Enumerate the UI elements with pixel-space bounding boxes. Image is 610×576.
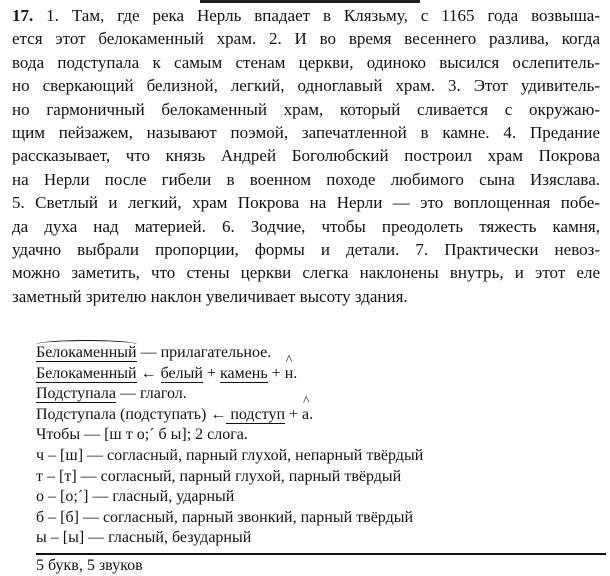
text-line-13: заметный зрителю наклон увеличивает высоту здания. bbox=[12, 286, 408, 306]
analysis-line-9: б – [б] — согласный, парный звонкий, парный твёрдый bbox=[36, 508, 414, 526]
suffix-mark: ^ н bbox=[285, 365, 294, 382]
analysis-line-1: Белокаменный — прилагательное. bbox=[36, 344, 272, 361]
exercise-text bbox=[12, 4, 600, 308]
text-line-9: 5. Светлый и легкий, храм Покрова на Нерли — это воплощенная побе- bbox=[12, 193, 600, 213]
morpheme-word: Белокаменный bbox=[36, 344, 137, 361]
analysis-line-6: ч – [ш] — согласный, парный глухой, непарный твёрдый bbox=[36, 446, 424, 464]
suffix-mark: ^ а bbox=[302, 406, 309, 423]
analysis-line-4: Подступала (подступать) ← подступ + ^ а. bbox=[36, 405, 606, 426]
text-line-6: щим пейзажем, называют поэмой, запечатленной в камне. 4. Предание bbox=[12, 123, 600, 143]
text-line-8: на Нерли после гибели в военном походе любимого сына Изяслава. bbox=[12, 169, 600, 189]
analysis-line-3: Подступала — глагол. bbox=[36, 385, 187, 403]
exercise-number: 17. bbox=[12, 6, 34, 25]
text-line-2: ется этот белокаменный храм. 2. И во время весеннего разлива, когда bbox=[12, 29, 600, 49]
text-line-1: 17. 1. Там, где река Нерль впадает в Клязьму, с 1165 года возвыша- bbox=[12, 6, 601, 25]
derived-word: Белокаменный bbox=[36, 364, 137, 382]
analysis-line-8: о – [о;ˊ] — гласный, ударный bbox=[36, 488, 235, 506]
divider bbox=[36, 553, 606, 555]
text-line-4: но сверкающий белизной, легкий, одноглавый храм. 3. Этот удивитель- bbox=[12, 76, 600, 96]
text-line-5: но гармоничный белокаменный храм, который сливается с окружаю- bbox=[12, 99, 600, 119]
analysis-line-10: ы – [ы] — гласный, безударный bbox=[36, 529, 252, 547]
word-analysis bbox=[36, 343, 606, 549]
text-line-10: да духа над материей. 6. Зодчие, чтобы преодолеть тяжесть камня, bbox=[12, 216, 600, 236]
summary-text: 5 букв, 5 звуков bbox=[36, 557, 143, 574]
text-line-12: можно заметить, что стены церкви слегка наклонены внутрь, и этот еле bbox=[12, 263, 600, 283]
text-line-3: вода подступала к самым стенам церкви, одиноко высился ослепитель- bbox=[12, 52, 600, 72]
verb-word: Подступала bbox=[36, 385, 117, 403]
analysis-line-5: Чтобы — [ш т о;ˊ б ы]; 2 слога. bbox=[36, 426, 248, 444]
analysis-line-7: т – [т] — согласный, парный глухой, парный твёрдый bbox=[36, 467, 402, 485]
text-line-7: рассказывает, что князь Андрей Боголюбский построил храм Покрова bbox=[12, 146, 600, 166]
analysis-line-2: Белокаменный ← белый + камень + ^ н. bbox=[36, 364, 606, 385]
text-line-11: удачно выбрали пропорции, формы и детали. 7. Практически невоз- bbox=[12, 240, 600, 260]
